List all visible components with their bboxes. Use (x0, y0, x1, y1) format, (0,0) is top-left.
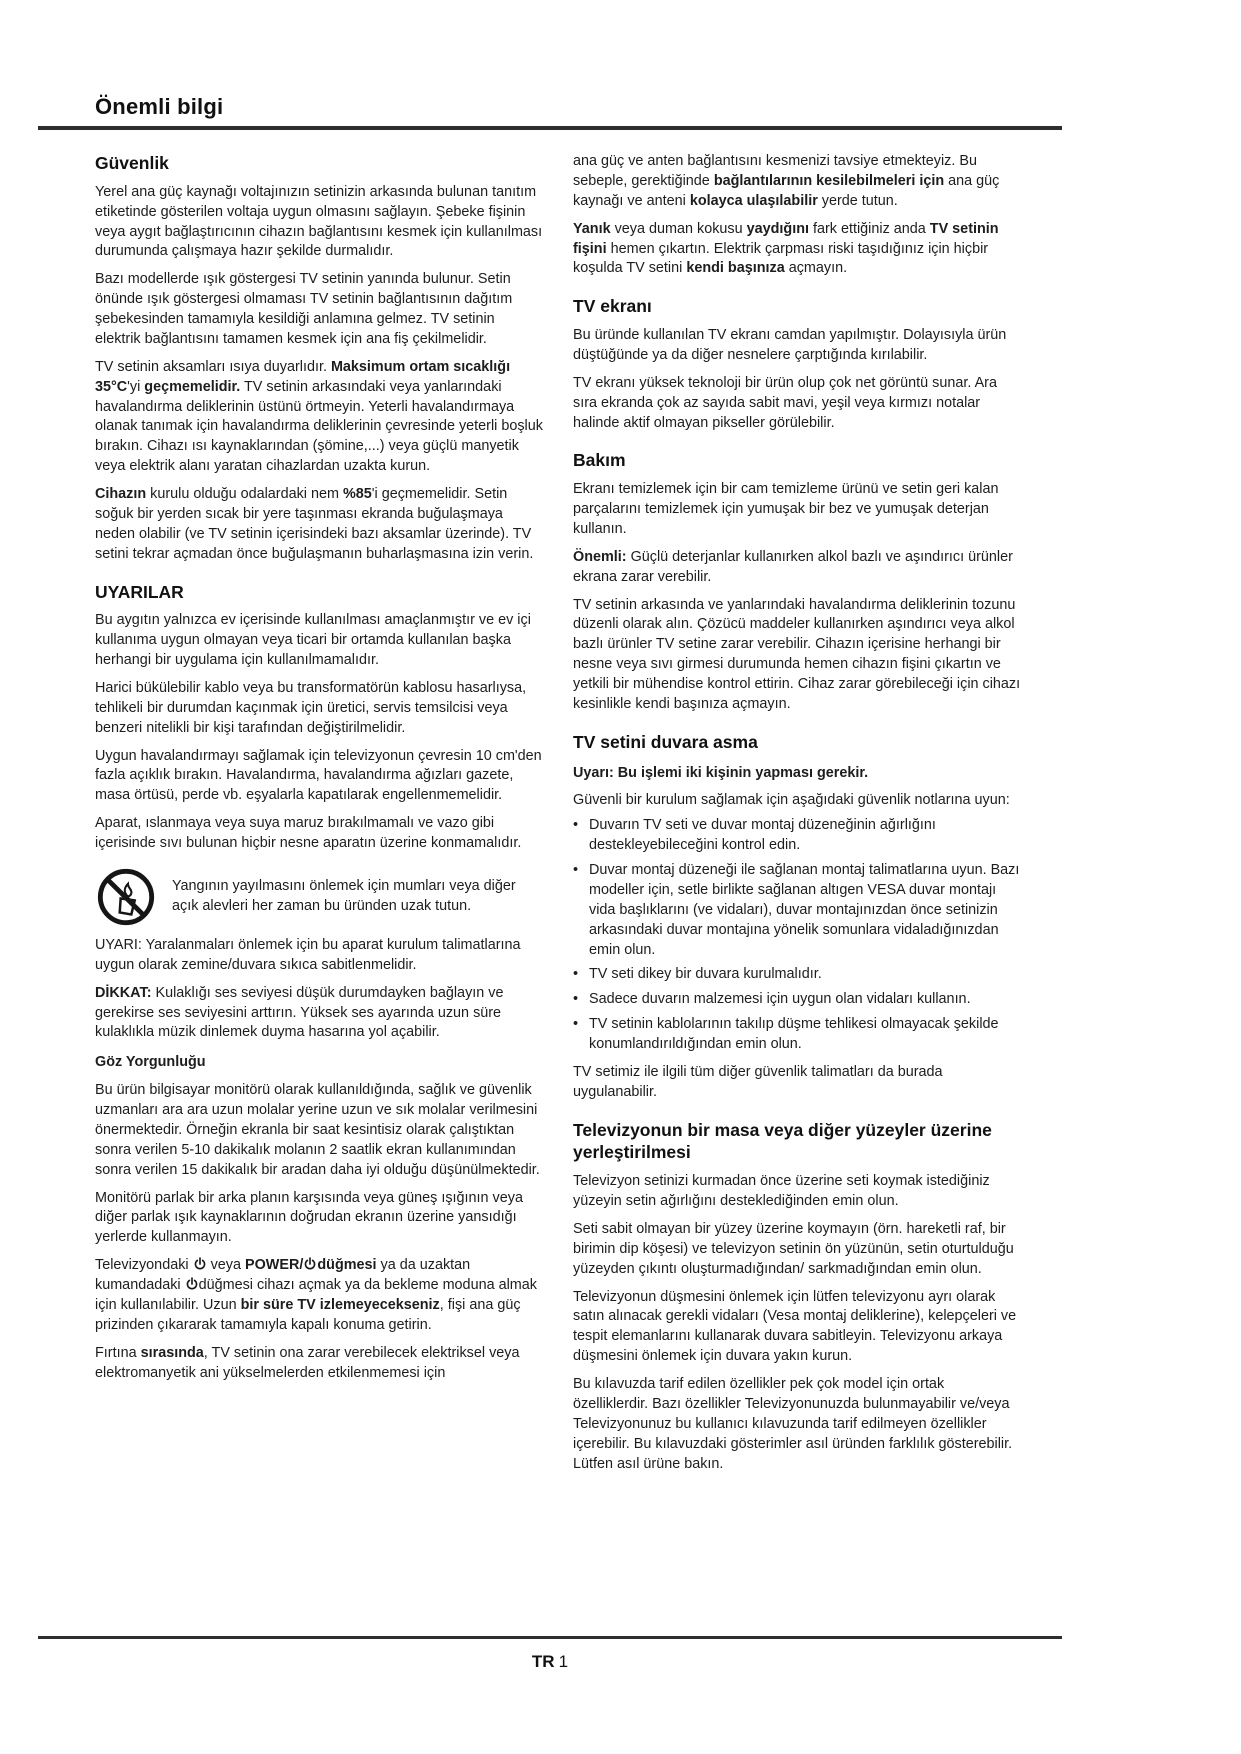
paragraph (95, 936, 543, 976)
text-segment: Uygun havalandırmayı sağlamak için televizyonun çevresin 10 cm'den fazla açıklık bırakın. Havalandırma, havalandırma ağızları gazete, masa örtüsü, perde vb. eşyalarla kapatılarak engellenmemelidir. (95, 747, 542, 804)
page-footer (38, 1652, 1062, 1672)
text-segment: geçmemelidir. (144, 378, 241, 395)
power-icon (185, 1277, 199, 1291)
paragraph (573, 326, 1021, 366)
bullet-text (589, 965, 1021, 985)
paragraph (95, 183, 543, 263)
text-segment: kurulu olduğu odalardaki nem (146, 486, 343, 502)
text-segment: TV ekranı yüksek teknoloji bir ürün olup çok net görüntü sunar. Ara sıra ekranda çok az sayıda sabit mavi, yeşil veya kırmızı notalar halinde aktif olmayan pikseller görülebilir. (573, 374, 997, 431)
bullet-text (589, 861, 1021, 960)
text-segment: Yerel ana güç kaynağı voltajınızın setinizin arkasında bulunan tanıtım etiketinde gösterilen voltaja uygun olmasını sağlayın. Şebeke fişinin veya aygıt bağlaştırıcının cihazın bağlantısını kesmek için kullanılması durumunda çalışmaya hazır şekilde durmalıdır. (95, 183, 543, 260)
section-heading: Televizyonun bir masa veya diğer yüzeyler üzerine yerleştirilmesi (573, 1119, 992, 1163)
bullet-marker: • (573, 1016, 579, 1033)
bullet-item (573, 1015, 1021, 1055)
text-segment: veya (206, 1257, 245, 1274)
header-divider (38, 126, 1062, 130)
content-columns (95, 152, 1021, 1474)
text-segment: Cihazın (95, 486, 147, 502)
paragraph (95, 747, 543, 807)
text-segment: TV setinin kablolarının takılıp düşme tehlikesi olmayacak şekilde konumlandırıldığından emin olun. (589, 1016, 999, 1052)
text-segment: Bu ürün bilgisayar monitörü olarak kullanıldığında, sağlık ve güvenlik uzmanları ara ara uzun molalar yerine uzun ve sık molalar verilmesini önermektedir. Örneğin ekranla bir saat kesintisiz olarak çalıştıktan sonra verilen 5-10 dakikalık molanın 2 saatlik ekran kullanımından sonra verilen 15 dakikalık bir aradan daha iyi olduğu düşünülmektedir. (95, 1082, 540, 1178)
left-column (95, 152, 543, 1474)
paragraph (95, 679, 543, 739)
text-segment: ana güç ve anten bağlantısını kesmenizi tavsiye etmekteyiz. Bu sebeple, gerektiğinde (573, 153, 977, 189)
text-segment: , TV setinin ona zarar verebilecek elektriksel veya elektromanyetik ani yükselmelerden etkilenmemesi için (95, 1344, 520, 1381)
paragraph (573, 480, 1021, 540)
text-segment: yaydığını (746, 220, 809, 237)
text-segment: Maksimum ortam sıcaklığı 35°C (95, 358, 511, 395)
bullet-marker: • (573, 862, 579, 878)
text-segment: Ekranı temizlemek için bir cam temizleme ürünü ve setin geri kalan parçalarını temizlemek için yumuşak bir bez ve yumuşak deterjan kullanın. (573, 481, 999, 537)
sub-heading: Göz Yorgunluğu (95, 1054, 206, 1071)
paragraph (573, 596, 1021, 715)
text-segment: kendi başınıza (686, 260, 785, 277)
footer-divider (38, 1636, 1062, 1639)
text-segment: hemen çıkartın. Elektrik çarpması riski taşıdığınız için hiçbir koşulda TV setini (573, 240, 989, 277)
page-title: Önemli bilgi (95, 94, 224, 119)
paragraph (95, 814, 543, 854)
section-heading: TV setini duvara asma (573, 731, 758, 752)
bullet-item (573, 861, 1021, 960)
text-segment: fark ettiğiniz anda (809, 220, 930, 237)
power-icon (193, 1257, 207, 1271)
bullet-marker: • (573, 991, 579, 1008)
text-segment: Sadece duvarın malzemesi için uygun olan vidaları kullanın. (589, 991, 971, 1008)
bullet-item (573, 965, 1021, 985)
text-segment: kolayca ulaşılabilir (689, 192, 818, 209)
text-segment: bağlantılarının kesilebilmeleri için (713, 172, 945, 189)
text-segment: Bu aygıtın yalnızca ev içerisinde kullanılması amaçlanmıştır ve ev içi kullanıma uygun olmayan veya ticari bir ortamda kullanılan başka herhangi bir uygulama için kullanılmamalıdır. (95, 612, 531, 668)
paragraph (573, 1220, 1021, 1280)
text-segment: TV seti dikey bir duvara kurulmalıdır. (589, 966, 822, 983)
text-segment: düğmesi cihazı açmak ya da bekleme moduna almak için kullanılabilir. Uzun (95, 1277, 537, 1313)
text-segment: bir süre TV izlemeyecekseniz (240, 1296, 440, 1313)
page-header (95, 94, 223, 120)
power-icon (303, 1257, 317, 1271)
text-segment: veya duman kokusu (610, 220, 747, 237)
paragraph (573, 152, 1021, 212)
sub-heading: Uyarı: Bu işlemi iki kişinin yapması gerekir. (573, 764, 869, 781)
no-open-flames-icon (95, 866, 157, 928)
text-segment: Duvarın TV seti ve duvar montaj düzeneğinin ağırlığını destekleyebileceğini kontrol edin. (589, 817, 936, 854)
text-segment: Bu üründe kullanılan TV ekranı camdan yapılmıştır. Dolayısıyla ürün düştüğünde ya da diğer nesnelere çarptığında kırılabilir. (573, 327, 1007, 363)
paragraph (95, 1081, 543, 1180)
text-segment: , fişi ana güç prizinden çıkararak tamamıyla kapalı konuma getirin. (95, 1296, 521, 1333)
text-segment: Bu kılavuzda tarif edilen özellikler pek çok model için ortak özelliklerdir. Bazı özellikler Televizyonunuzda bulunmayabilir ve/veya Televizyonunuz bu kullanıcı kılavuzunda tarif edilmeyen özellikler içerebilir. Bu kılavuzdaki gösterimler asıl üründen farklılık gösterebilir. Lütfen asıl ürüne bakın. (573, 1376, 1013, 1472)
paragraph (573, 374, 1021, 434)
text-segment: 'yi (127, 378, 145, 395)
text-segment: Televizyon setinizi kurmadan önce üzerine seti koymak istediğiniz yüzeyin setin ağırlığını desteklediğinden emin olun. (573, 1173, 990, 1209)
text-segment: ana güç kaynağı ve anteni (573, 172, 1000, 209)
text-segment: Bazı modellerde ışık göstergesi TV setinin yanında bulunur. Setin önünde ışık göstergesi olmaması TV setinin bağlantısının dağıtım şebekesinden tamamıyla kesildiği anlamına gelmez. TV setinin elektrik bağlantısını tamamen kesmek için ana fiş çekilmelidir. (95, 271, 513, 347)
section-heading: Bakım (573, 450, 626, 471)
paragraph (95, 984, 543, 1044)
bullet-text (589, 1015, 1021, 1055)
right-column (573, 152, 1021, 1474)
bullet-text (589, 990, 1021, 1010)
text-segment: Önemli: (573, 548, 627, 565)
text-segment: %85 (342, 486, 372, 502)
text-segment: Aparat, ıslanmaya veya suya maruz bırakılmamalı ve vazo gibi içerisinde sıvı bulunan hiçbir nesne aparatın üzerine konmamalıdır. (95, 815, 522, 851)
text-segment: açmayın. (784, 260, 848, 277)
text-segment: Seti sabit olmayan bir yüzey üzerine koymayın (örn. hareketli raf, bir birimin dip köşesi) ve televizyon setinin ön yüzünün, setin oturtulduğu yüzeyden çıkıntı oluşturmadığından/ sarkmadığından emin olun. (573, 1220, 1014, 1277)
text-segment: Güvenli bir kurulum sağlamak için aşağıdaki güvenlik notlarına uyun: (573, 792, 1010, 809)
text-segment: Harici bükülebilir kablo veya bu transformatörün kablosu hasarlıysa, tehlikeli bir durumdan kaçınmak için üretici, servis temsilcisi veya benzeri nitelikli bir kişi tarafından değiştirilmelidir. (95, 679, 527, 736)
paragraph (573, 548, 1021, 588)
text-segment: UYARI: Yaralanmaları önlemek için bu aparat kurulum talimatlarına uygun olarak zemine/duvara sıkıca sabitlenmelidir. (95, 936, 521, 973)
bullet-text (589, 816, 1021, 856)
text-segment: Güçlü deterjanlar kullanırken alkol bazlı ve aşındırıcı ürünler ekrana zarar verebilir. (573, 548, 1013, 585)
bullet-item (573, 990, 1021, 1010)
text-segment: TV setinin arkasında ve yanlarındaki havalandırma deliklerinin tozunu düzenli olarak alın. Çözücü maddeler kullanırken aşındırıcı veya alkol bazlı ürünler TV setine zarar verebilir. Cihazın içerisine herhangi bir nesne veya sıvı girmesi durumunda hemen cihazın fişini çıkartın ve yetkili bir mühendise kontrol ettirin. Cihaz zarar görebileceği için cihazı kesinlikle kendi başınıza açmayın. (573, 596, 1021, 712)
paragraph (95, 1256, 543, 1336)
paragraph (95, 611, 543, 671)
text-segment: Duvar montaj düzeneği ile sağlanan montaj talimatlarına uyun. Bazı modeller için, setle birlikte sağlanan altıgen VESA duvar montajı vida başlıklarını (ve vidaları), duvar montajınızdan önce setinizin arkasındaki duvar montajına yönelik somunlara vidaladığınızdan emin olun. (589, 862, 1020, 958)
paragraph (573, 791, 1021, 811)
bullet-marker: • (573, 966, 579, 983)
text-segment: TV setimiz ile ilgili tüm diğer güvenlik talimatları da burada uygulanabilir. (573, 1063, 943, 1100)
text-segment: TV setinin fişini (573, 220, 999, 257)
paragraph (95, 358, 543, 477)
text-segment: sırasında (140, 1344, 204, 1361)
section-heading: TV ekranı (573, 296, 652, 317)
text-segment: POWER/ (245, 1257, 304, 1274)
text-segment: Televizyonun düşmesini önlemek için lütfen televizyonu ayrı olarak satın alınacak gerekli vidaları (Vesa montaj deliklerine), kelepçeleri ve tespit elemanlarını kullanarak duvara sabitleyin. Televizyonu arkaya düşmesini önlemek için duvara yakın kurun. (573, 1288, 1017, 1365)
warning-with-icon (95, 866, 543, 928)
footer-region-code: TR (531, 1652, 555, 1671)
text-segment: Monitörü parlak bir arka planın karşısında veya güneş ışığının veya diğer parlak ışık kaynaklarının doğrudan ekranın üzerine yansıdığı yerlerde kullanmayın. (95, 1189, 523, 1246)
text-segment: Yanık (573, 220, 611, 237)
text-segment: DİKKAT: (95, 984, 152, 1001)
paragraph (573, 1063, 1021, 1103)
paragraph (573, 1172, 1021, 1212)
text-segment: TV setinin aksamları ısıya duyarlıdır. (95, 358, 331, 375)
text-segment: düğmesi (317, 1257, 377, 1274)
paragraph (172, 877, 543, 917)
paragraph (573, 1288, 1021, 1368)
text-segment: yerde tutun. (817, 192, 898, 209)
section-heading: UYARILAR (95, 581, 184, 602)
paragraph (95, 1344, 543, 1384)
text-segment: ya da uzaktan kumandadaki (95, 1257, 471, 1293)
section-heading: Güvenlik (95, 153, 169, 173)
paragraph (95, 270, 543, 350)
text-segment: Televizyondaki (95, 1257, 193, 1274)
paragraph (95, 485, 543, 565)
text-segment: Kulaklığı ses seviyesi düşük durumdayken bağlayın ve gerekirse ses seviyesini arttırın. Yüksek ses ayarında uzun süre kulaklıkla müzik dinlemek duyma hasarına yol açabilir. (95, 984, 504, 1041)
paragraph (573, 220, 1021, 280)
text-segment: Yangının yayılmasını önlemek için mumları veya diğer açık alevleri her zaman bu üründen uzak tutun. (172, 878, 516, 914)
paragraph (95, 1189, 543, 1249)
footer-page-number: 1 (558, 1652, 569, 1671)
paragraph (573, 1375, 1021, 1474)
text-segment: Fırtına (95, 1344, 141, 1361)
bullet-item (573, 816, 1021, 856)
text-segment: TV setinin arkasındaki veya yanlarındaki havalandırma deliklerinin üstünü örtmeyin. Yeterli havalandırmaya olanak tanımak için havalandırma deliklerinin çevresinde yeterli boşluk bırakın. Cihazı ısı kaynaklarından (şömine,...) veya güçlü manyetik veya elektrik alanı yaratan cihazlardan uzakta kurun. (95, 378, 543, 475)
text-segment: 'i geçmemelidir. Setin soğuk bir yerden sıcak bir yere taşınması ekranda buğulaşmaya neden olabilir (ve TV setinin içerisindeki bazı aksamlar üzerinde). TV setini tekrar açmadan önce buğulaşmanın buharlaşmasına izin verin. (95, 486, 534, 562)
bullet-marker: • (573, 817, 579, 834)
